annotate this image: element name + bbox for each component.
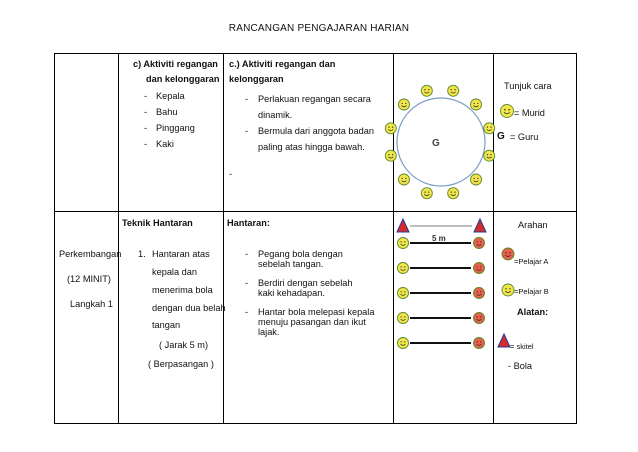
- pelajar-b-smiley-icon: [398, 238, 409, 249]
- skitel-cone-right-icon: [474, 219, 486, 232]
- technique-pairing: ( Berpasangan ): [148, 359, 214, 369]
- murid-smiley-icon: [421, 85, 432, 96]
- row2-content-cell: [224, 212, 394, 424]
- hantaran-item1-line1: Pegang bola dengan: [258, 249, 343, 259]
- formation-circle: [397, 98, 485, 186]
- activity-item-kepala: Kepala: [156, 91, 185, 101]
- murid-smiley-icon: [398, 174, 409, 185]
- pelajar-b-smiley-icon: [502, 284, 514, 296]
- skitel-cone-left-icon: [397, 219, 409, 232]
- content-item1-line2: dinamik.: [258, 110, 293, 120]
- bola-label: - Bola: [508, 361, 533, 371]
- content-item2-line1: Bermula dari anggota badan: [258, 126, 374, 136]
- technique-item-number: 1.: [138, 249, 146, 259]
- distance-label: 5 m: [432, 234, 446, 243]
- pelajar-a-smiley-icon: [474, 288, 485, 299]
- technique-line-2: kepala dan: [152, 267, 197, 277]
- activity-item-dash: -: [144, 139, 148, 149]
- murid-smiley-icon: [398, 99, 409, 110]
- content-item1-line1: Perlakuan regangan secara: [258, 94, 371, 104]
- row2-formation-cell: [394, 212, 494, 424]
- skitel-label: = skitel: [510, 342, 534, 351]
- pelajar-b-smiley-icon: [398, 288, 409, 299]
- content-item-dash: -: [245, 94, 249, 104]
- pelajar-b-smiley-icon: [398, 313, 409, 324]
- activity-item-kaki: Kaki: [156, 139, 174, 149]
- hantaran-item3-line2: menuju pasangan dan ikut: [258, 317, 366, 327]
- guru-legend-symbol: G: [497, 131, 505, 142]
- hantaran-heading: Hantaran:: [227, 218, 270, 228]
- guru-legend-label: = Guru: [510, 132, 539, 142]
- pelajar-a-smiley-icon: [502, 248, 514, 260]
- row1-phase-cell: [55, 54, 119, 212]
- murid-smiley-icon: [385, 123, 396, 134]
- hantaran-item-dash: -: [245, 307, 249, 317]
- murid-smiley-icon: [448, 85, 459, 96]
- murid-smiley-icon: [471, 174, 482, 185]
- pelajar-a-smiley-icon: [474, 238, 485, 249]
- murid-smiley-icon: [421, 188, 432, 199]
- content-heading-line2: kelonggaran: [229, 74, 284, 84]
- content-item-dash: -: [245, 126, 249, 136]
- row1-formation-cell: [394, 54, 494, 212]
- pelajar-a-smiley-icon: [474, 263, 485, 274]
- activity-heading-line1: c) Aktiviti regangan: [133, 59, 218, 69]
- murid-smiley-icon: [385, 150, 396, 161]
- pelajar-b-smiley-icon: [398, 263, 409, 274]
- phase-duration: (12 MINIT): [67, 274, 111, 284]
- hantaran-item3-line1: Hantar bola melepasi kepala: [258, 307, 375, 317]
- murid-smiley-icon: [448, 188, 459, 199]
- phase-step: Langkah 1: [70, 299, 113, 309]
- technique-heading: Teknik Hantaran: [122, 218, 193, 228]
- hantaran-item3-line3: lajak.: [258, 327, 280, 337]
- activity-heading-line2: dan kelonggaran: [146, 74, 220, 84]
- activity-item-dash: -: [144, 91, 148, 101]
- row1-activity-cell: [119, 54, 224, 212]
- hantaran-item-dash: -: [245, 249, 249, 259]
- content-trailing-dash: -: [229, 169, 233, 179]
- legend-title: Tunjuk cara: [504, 81, 552, 91]
- arahan-title: Arahan: [518, 220, 548, 230]
- technique-line-4: dengan dua belah: [152, 303, 226, 313]
- content-item2-line2: paling atas hingga bawah.: [258, 142, 365, 152]
- guru-center-label: G: [432, 138, 440, 149]
- technique-line-1: Hantaran atas: [152, 249, 210, 259]
- pelajar-a-smiley-icon: [474, 338, 485, 349]
- circle-formation-diagram: [394, 54, 494, 212]
- technique-line-5: tangan: [152, 320, 181, 330]
- activity-item-dash: -: [144, 107, 148, 117]
- skitel-cone-icon: [498, 334, 510, 347]
- pelajar-b-label: =Pelajar B: [514, 287, 549, 296]
- activity-item-pinggang: Pinggang: [156, 123, 195, 133]
- row1-legend-cell: [494, 54, 577, 212]
- row2-legend-cell: [494, 212, 577, 424]
- document-title: RANCANGAN PENGAJARAN HARIAN: [228, 23, 410, 34]
- phase-label: Perkembangan: [59, 249, 122, 259]
- content-heading-line1: c.) Aktiviti regangan dan: [229, 59, 336, 69]
- row2-technique-cell: [119, 212, 224, 424]
- murid-smiley-icon: [501, 105, 514, 118]
- hantaran-item2-line2: kaki kehadapan.: [258, 288, 325, 298]
- row2-phase-cell: [55, 212, 122, 424]
- hantaran-item-dash: -: [245, 278, 249, 288]
- alatan-title: Alatan:: [517, 307, 549, 317]
- activity-item-bahu: Bahu: [156, 107, 178, 117]
- technique-distance: ( Jarak 5 m): [159, 340, 209, 350]
- hantaran-item2-line1: Berdiri dengan sebelah: [258, 278, 353, 288]
- pelajar-b-smiley-icon: [398, 338, 409, 349]
- row1-content-cell: [224, 54, 394, 212]
- hantaran-item1-line2: sebelah tangan.: [258, 259, 324, 269]
- murid-smiley-icon: [471, 99, 482, 110]
- pelajar-a-label: =Pelajar A: [514, 257, 549, 266]
- lesson-plan-table: [54, 53, 577, 424]
- pelajar-a-smiley-icon: [474, 313, 485, 324]
- activity-item-dash: -: [144, 123, 148, 133]
- technique-line-3: menerima bola: [152, 285, 213, 295]
- murid-legend-label: = Murid: [514, 108, 545, 118]
